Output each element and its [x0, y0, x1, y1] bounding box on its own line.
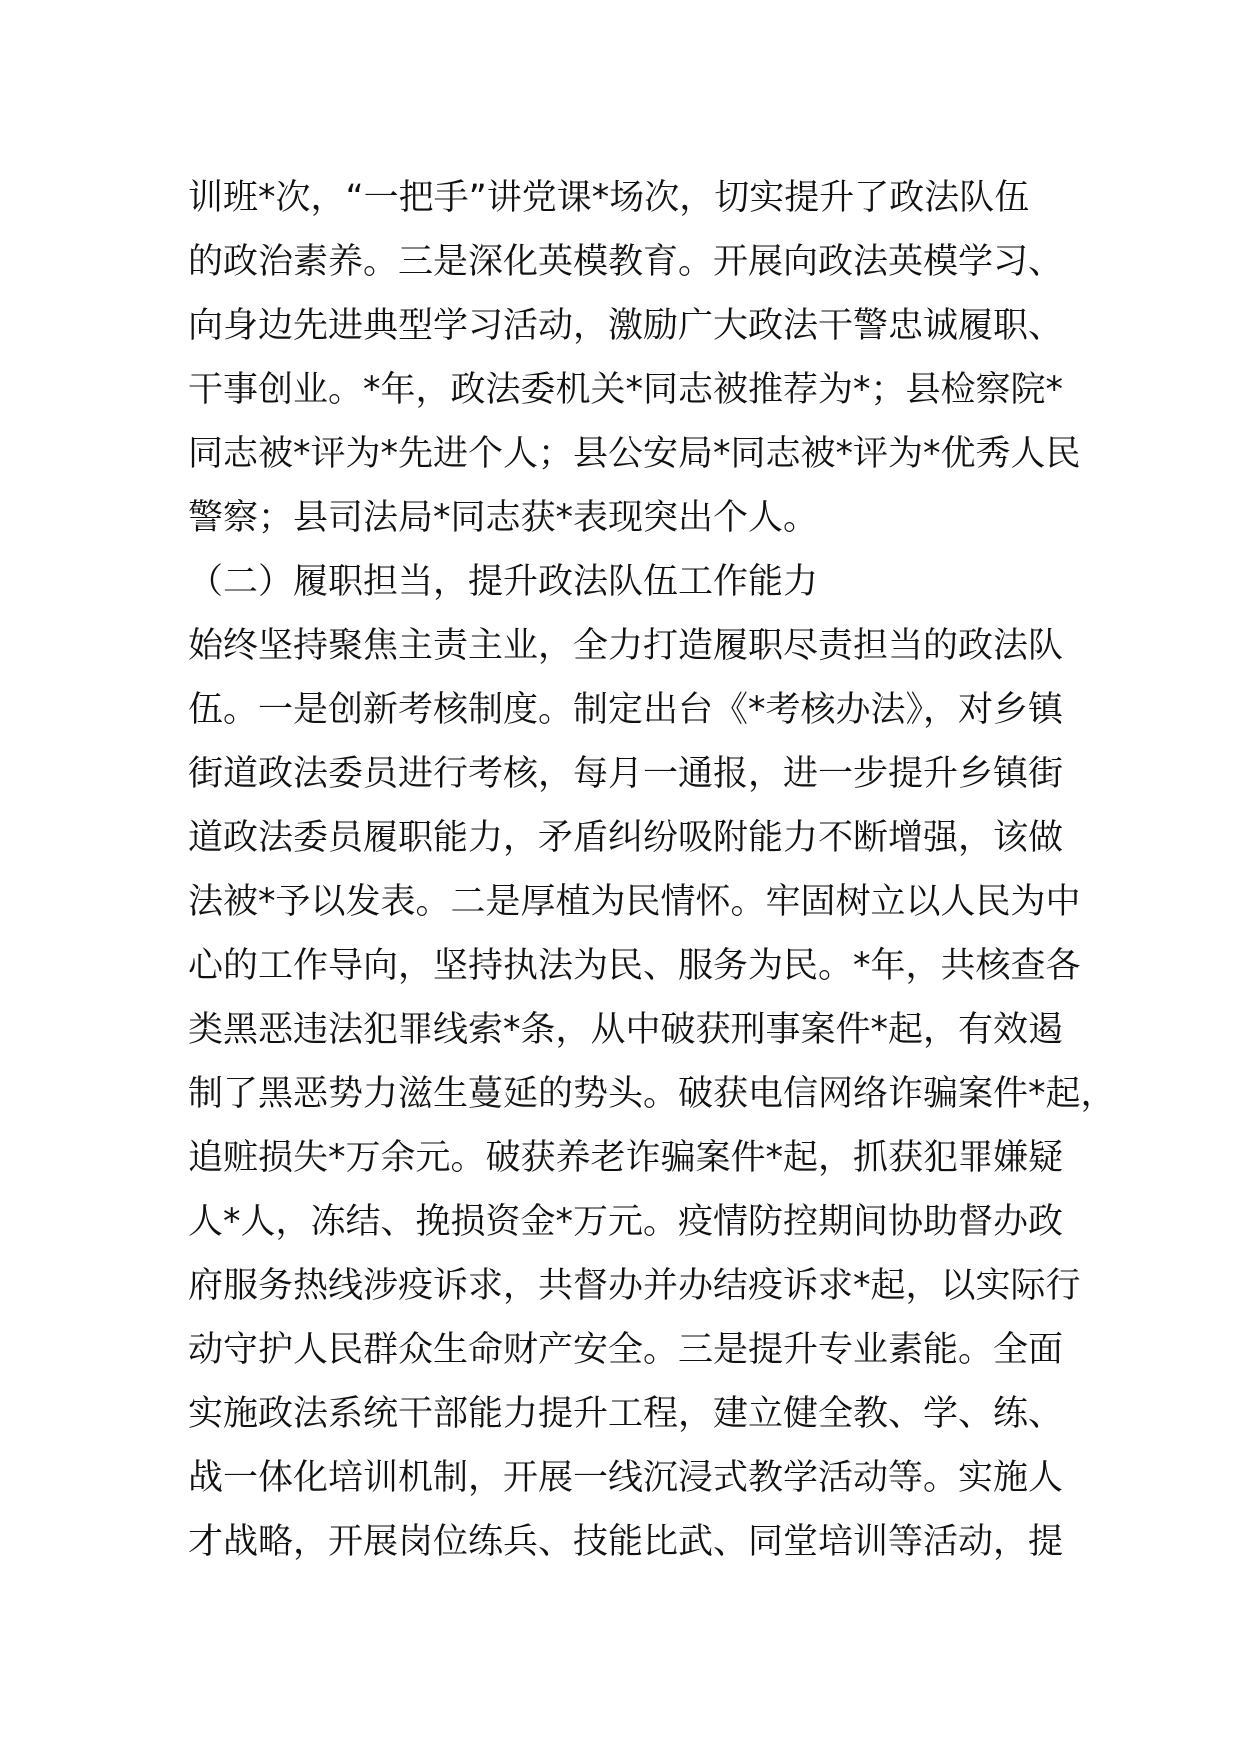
text-line: 制了黑恶势力滋生蔓延的势头。破获电信网络诈骗案件*起， [188, 1074, 1116, 1114]
text-line: 战一体化培训机制，开展一线沉浸式教学活动等。实施人 [188, 1458, 1064, 1498]
text-line: 类黑恶违法犯罪线索*条，从中破获刑事案件*起，有效遏 [188, 1010, 1064, 1050]
text-line: 实施政法系统干部能力提升工程，建立健全教、学、练、 [188, 1394, 1064, 1434]
text-line: 人*人，冻结、挽损资金*万元。疫情防控期间协助督办政 [188, 1202, 1064, 1242]
text-line: 道政法委员履职能力，矛盾纠纷吸附能力不断增强，该做 [188, 818, 1064, 858]
text-line: 干事创业。*年，政法委机关*同志被推荐为*；县检察院* [188, 370, 1064, 410]
text-line: 街道政法委员进行考核，每月一通报，进一步提升乡镇街 [188, 754, 1064, 794]
text-line: 同志被*评为*先进个人；县公安局*同志被*评为*优秀人民 [188, 434, 1081, 474]
text-line: 警察；县司法局*同志获*表现突出个人。 [188, 498, 819, 538]
text-line: 才战略，开展岗位练兵、技能比武、同堂培训等活动，提 [188, 1522, 1064, 1562]
text-line: 追赃损失*万余元。破获养老诈骗案件*起，抓获犯罪嫌疑 [188, 1138, 1064, 1178]
text-line: 始终坚持聚焦主责主业，全力打造履职尽责担当的政法队 [188, 626, 1064, 666]
section-heading: （二）履职担当，提升政法队伍工作能力 [188, 562, 819, 602]
text-line: 向身边先进典型学习活动，激励广大政法干警忠诚履职、 [188, 306, 1064, 346]
text-line: 的政治素养。三是深化英模教育。开展向政法英模学习、 [188, 242, 1064, 282]
text-line: 心的工作导向，坚持执法为民、服务为民。*年，共核查各 [188, 946, 1081, 986]
text-line: 动守护人民群众生命财产安全。三是提升专业素能。全面 [188, 1330, 1064, 1370]
text-line: 伍。一是创新考核制度。制定出台《*考核办法》，对乡镇 [188, 690, 1064, 730]
text-line: 法被*予以发表。二是厚植为民情怀。牢固树立以人民为中 [188, 882, 1081, 922]
text-line: 训班*次，“一把手”讲党课*场次，切实提升了政法队伍 [188, 178, 1030, 218]
document-body [188, 166, 1116, 1574]
text-line: 府服务热线涉疫诉求，共督办并办结疫诉求*起，以实际行 [188, 1266, 1081, 1306]
